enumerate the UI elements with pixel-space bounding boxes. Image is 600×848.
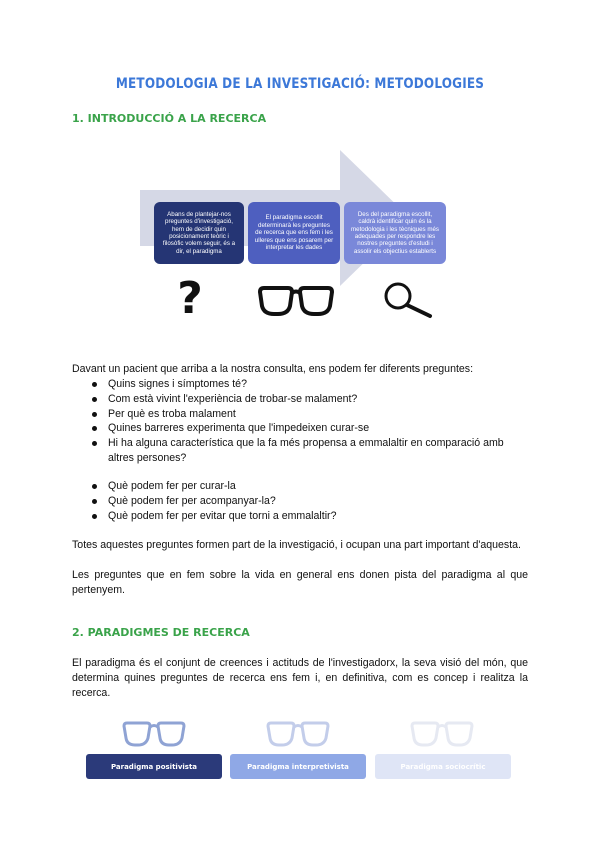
- section-heading-paradigmes: 2. PARADIGMES DE RECERCA: [72, 626, 250, 639]
- question-mark-icon: ?: [177, 273, 203, 324]
- paradigm-sociocritic-button[interactable]: [375, 754, 511, 779]
- list-item: Quins signes i símptomes té?: [72, 377, 532, 392]
- diagram-box-2-text: El paradigma escollit determinarà les preguntes de recerca que ens fem i les ulleres que ens posarem per interpretar les dades: [254, 214, 334, 252]
- intro-paragraph: Davant un pacient que arriba a la nostra consulta, ens podem fer diferents preguntes:: [72, 363, 474, 375]
- diagram-box-paradigm-determines: [248, 202, 340, 264]
- diagram-box-methodology: [344, 202, 446, 264]
- list-item: Per què es troba malament: [72, 407, 532, 422]
- glasses-icon: [266, 720, 330, 748]
- paradigms-row: [86, 716, 516, 776]
- list-item: Què podem fer per acompanyar-la?: [72, 494, 532, 509]
- glasses-icon: [258, 284, 334, 318]
- section-heading-introduccio: 1. INTRODUCCIÓ A LA RECERCA: [72, 112, 267, 125]
- list-item: Què podem fer per evitar que torni a emmalaltir?: [72, 509, 532, 524]
- list-item: Hi ha alguna característica que la fa més propensa a emmalaltir en comparació amb altres persones?: [72, 436, 532, 466]
- glasses-icon: [410, 720, 474, 748]
- closing-paragraph-2: Les preguntes que en fem sobre la vida en general ens donen pista del paradigma al que pertenyem.: [72, 569, 528, 597]
- patient-questions-list-a: [72, 377, 532, 466]
- diagram-box-paradigm-choice: [154, 202, 244, 264]
- glasses-icon: [122, 720, 186, 748]
- page-title: METODOLOGIA DE LA INVESTIGACIÓ: METODOLOGIES: [115, 76, 485, 92]
- patient-questions-list-b: [72, 479, 532, 523]
- list-item: Quines barreres experimenta que l'impedeixen curar-se: [72, 421, 532, 436]
- paradigm-positivista-button[interactable]: [86, 754, 222, 779]
- paradigm-definition-paragraph: El paradigma és el conjunt de creences i actituds de l'investigadorx, la seva visió del món, que determina quines preguntes de recerca ens fem i, en definitiva, com es concep i realitza la recerca.: [72, 657, 528, 700]
- diagram-box-3-text: Des del paradigma escollit, caldrà identificar quin és la metodologia i les tècniques més adequades per respondre les nostres preguntes d'estudi i assolir els objectius establerts: [350, 210, 440, 255]
- list-item: Què podem fer per curar-la: [72, 479, 532, 494]
- list-item: Com està vivint l'experiència de trobar-se malament?: [72, 392, 532, 407]
- paradigm-interpretivista-button[interactable]: [230, 754, 366, 779]
- diagram-box-1-text: Abans de plantejar-nos preguntes d'investigació, hem de decidir quin posicionament teòric i filosòfic volem seguir, és a dir, el paradigma: [162, 210, 236, 255]
- paradigm-label: Paradigma positivista: [110, 762, 198, 771]
- paradigm-label: Paradigma sociocrític: [400, 762, 486, 771]
- paradigm-label: Paradigma interpretivista: [247, 762, 349, 771]
- research-flow-diagram: [140, 150, 450, 330]
- closing-paragraph-1: Totes aquestes preguntes formen part de la investigació, i ocupan una part important d'aquesta.: [72, 539, 522, 551]
- magnifier-icon: [380, 280, 440, 320]
